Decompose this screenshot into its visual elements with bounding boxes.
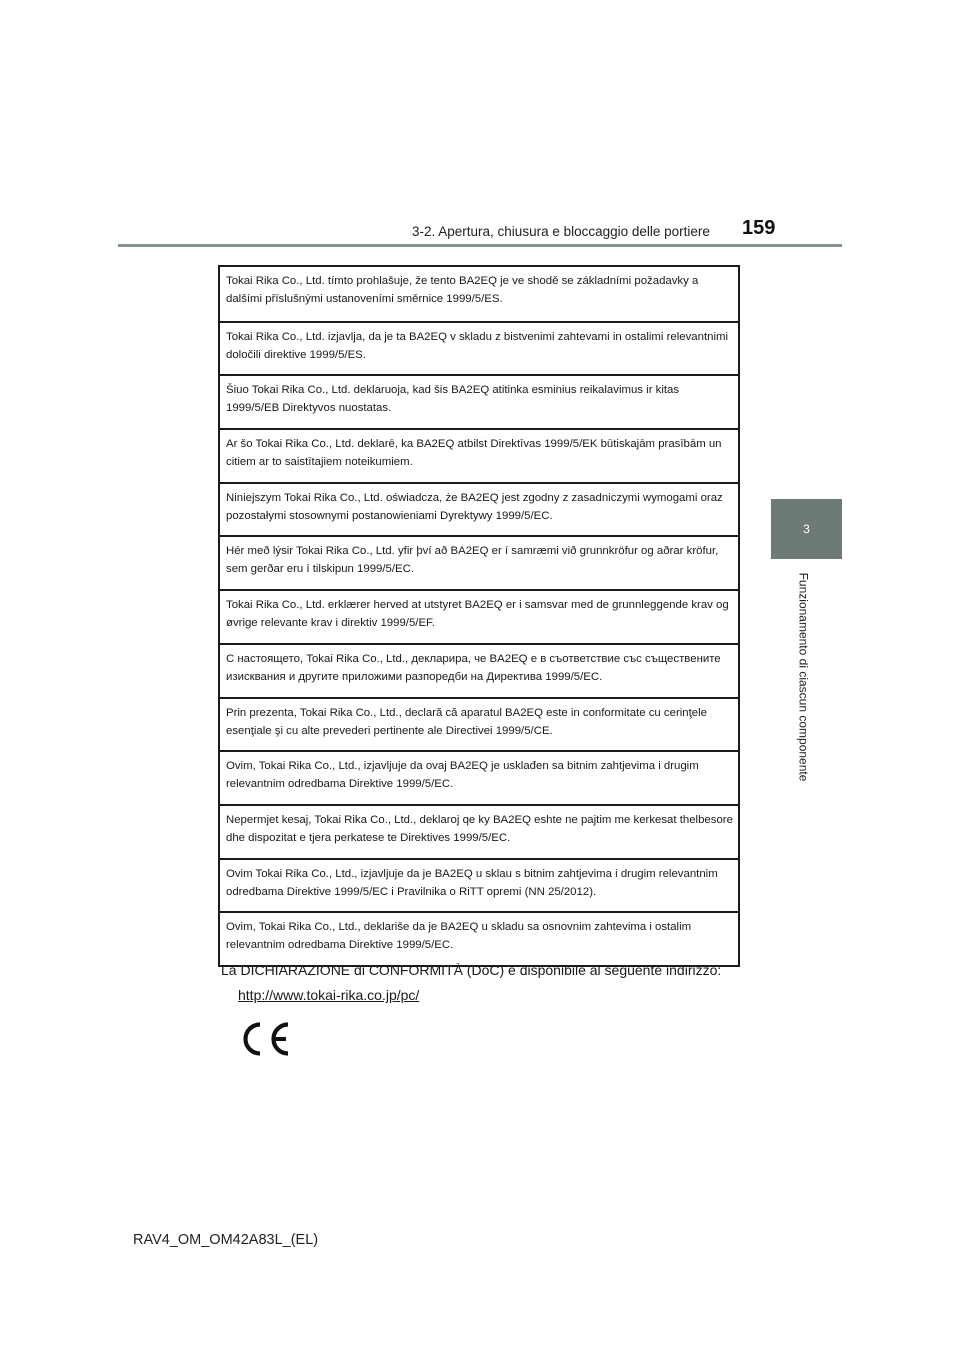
section-title: 3-2. Apertura, chiusura e bloccaggio delle portiere — [412, 224, 710, 239]
ce-mark-icon — [238, 1020, 292, 1058]
chapter-tab: 3 — [771, 499, 842, 559]
declaration-row-czech: Tokai Rika Co., Ltd. tímto prohlašuje, že tento BA2EQ je ve shodě se základními požadavky a dalšími příslušnými ustanoveními směrnice 1999/5/ES. — [226, 275, 699, 305]
declaration-row-serbian: Ovim, Tokai Rika Co., Ltd., deklariše da je BA2EQ u skladu sa osnovnim zahtevima i ostalim relevantnim odredbama Direktive 1999/5/EC. — [220, 911, 738, 965]
declaration-row-norwegian: Tokai Rika Co., Ltd. erklærer herved at utstyret BA2EQ er i samsvar med de grunnleggende krav og øvrige relevante krav i direktiv 1999/5/EF. — [220, 589, 738, 643]
declaration-row-bosnian: Ovim, Tokai Rika Co., Ltd., izjavljuje da ovaj BA2EQ je usklađen sa bitnim zahtjevima i drugim relevantnim odredbama Direktive 1999/5/EC. — [220, 750, 738, 804]
declaration-row-croatian: Ovim Tokai Rika Co., Ltd., izjavljuje da je BA2EQ u sklau s bitnim zahtjevima i drugim relevantnim odredbama Direktive 1999/5/EC i Pravilnika o RiTT opremi (NN 25/2012). — [220, 858, 738, 912]
doc-url-link[interactable]: http://www.tokai-rika.co.jp/pc/ — [238, 987, 420, 1003]
declaration-row-latvian: Ar šo Tokai Rika Co., Ltd. deklarē, ka BA2EQ atbilst Direktīvas 1999/5/EK būtiskajām prasībām un citiem ar to saistītajiem noteikumiem. — [220, 428, 738, 482]
declaration-row-lithuanian: Šiuo Tokai Rika Co., Ltd. deklaruoja, kad šis BA2EQ atitinka esminius reikalavimus ir kitas 1999/5/EB Direktyvos nuostatas. — [220, 374, 738, 428]
doc-availability-note: La DICHIARAZIONE di CONFORMITÀ (DoC) è disponibile al seguente indirizzo: — [221, 962, 722, 978]
declaration-row-icelandic: Hér með lýsir Tokai Rika Co., Ltd. yfir því að BA2EQ er í samræmi við grunnkröfur og aðrar kröfur, sem gerðar eru í tilskipun 1999/5/EC. — [220, 535, 738, 589]
declaration-row-slovenian: Tokai Rika Co., Ltd. izjavlja, da je ta BA2EQ v skladu z bistvenimi zahtevami in ostalimi relevantnimi določili direktive 1999/5/ES. — [220, 321, 738, 375]
declarations-table — [218, 265, 740, 967]
declaration-row-albanian: Nepermjet kesaj, Tokai Rika Co., Ltd., deklaroj qe ky BA2EQ eshte ne pajtim me kerkesat thelbesore dhe dispozitat e tjera perkatese te Direktives 1999/5/EC. — [220, 804, 738, 858]
chapter-title: Funzionamento di ciascun componente — [796, 572, 811, 782]
declaration-row-bulgarian: С настоящето, Tokai Rika Co., Ltd., декларира, че BA2EQ е в съответствие със съществените изисквания и другите приложими разпоредби на Директива 1999/5/EC. — [220, 643, 738, 697]
header-divider — [118, 244, 842, 247]
document-code: RAV4_OM_OM42A83L_(EL) — [133, 1232, 319, 1248]
chapter-side-label — [793, 563, 813, 791]
page-number: 159 — [742, 217, 776, 239]
declaration-row-polish: Niniejszym Tokai Rika Co., Ltd. oświadcza, że BA2EQ jest zgodny z zasadniczymi wymogami oraz pozostałymi stosownymi postanowieniami Dyrektywy 1999/5/EC. — [220, 482, 738, 536]
declaration-row-romanian: Prin prezenta, Tokai Rika Co., Ltd., declară că aparatul BA2EQ este in conformitate cu cerinţele esenţiale şi cu alte prevederi pertinente ale Directivei 1999/5/CE. — [220, 697, 738, 751]
